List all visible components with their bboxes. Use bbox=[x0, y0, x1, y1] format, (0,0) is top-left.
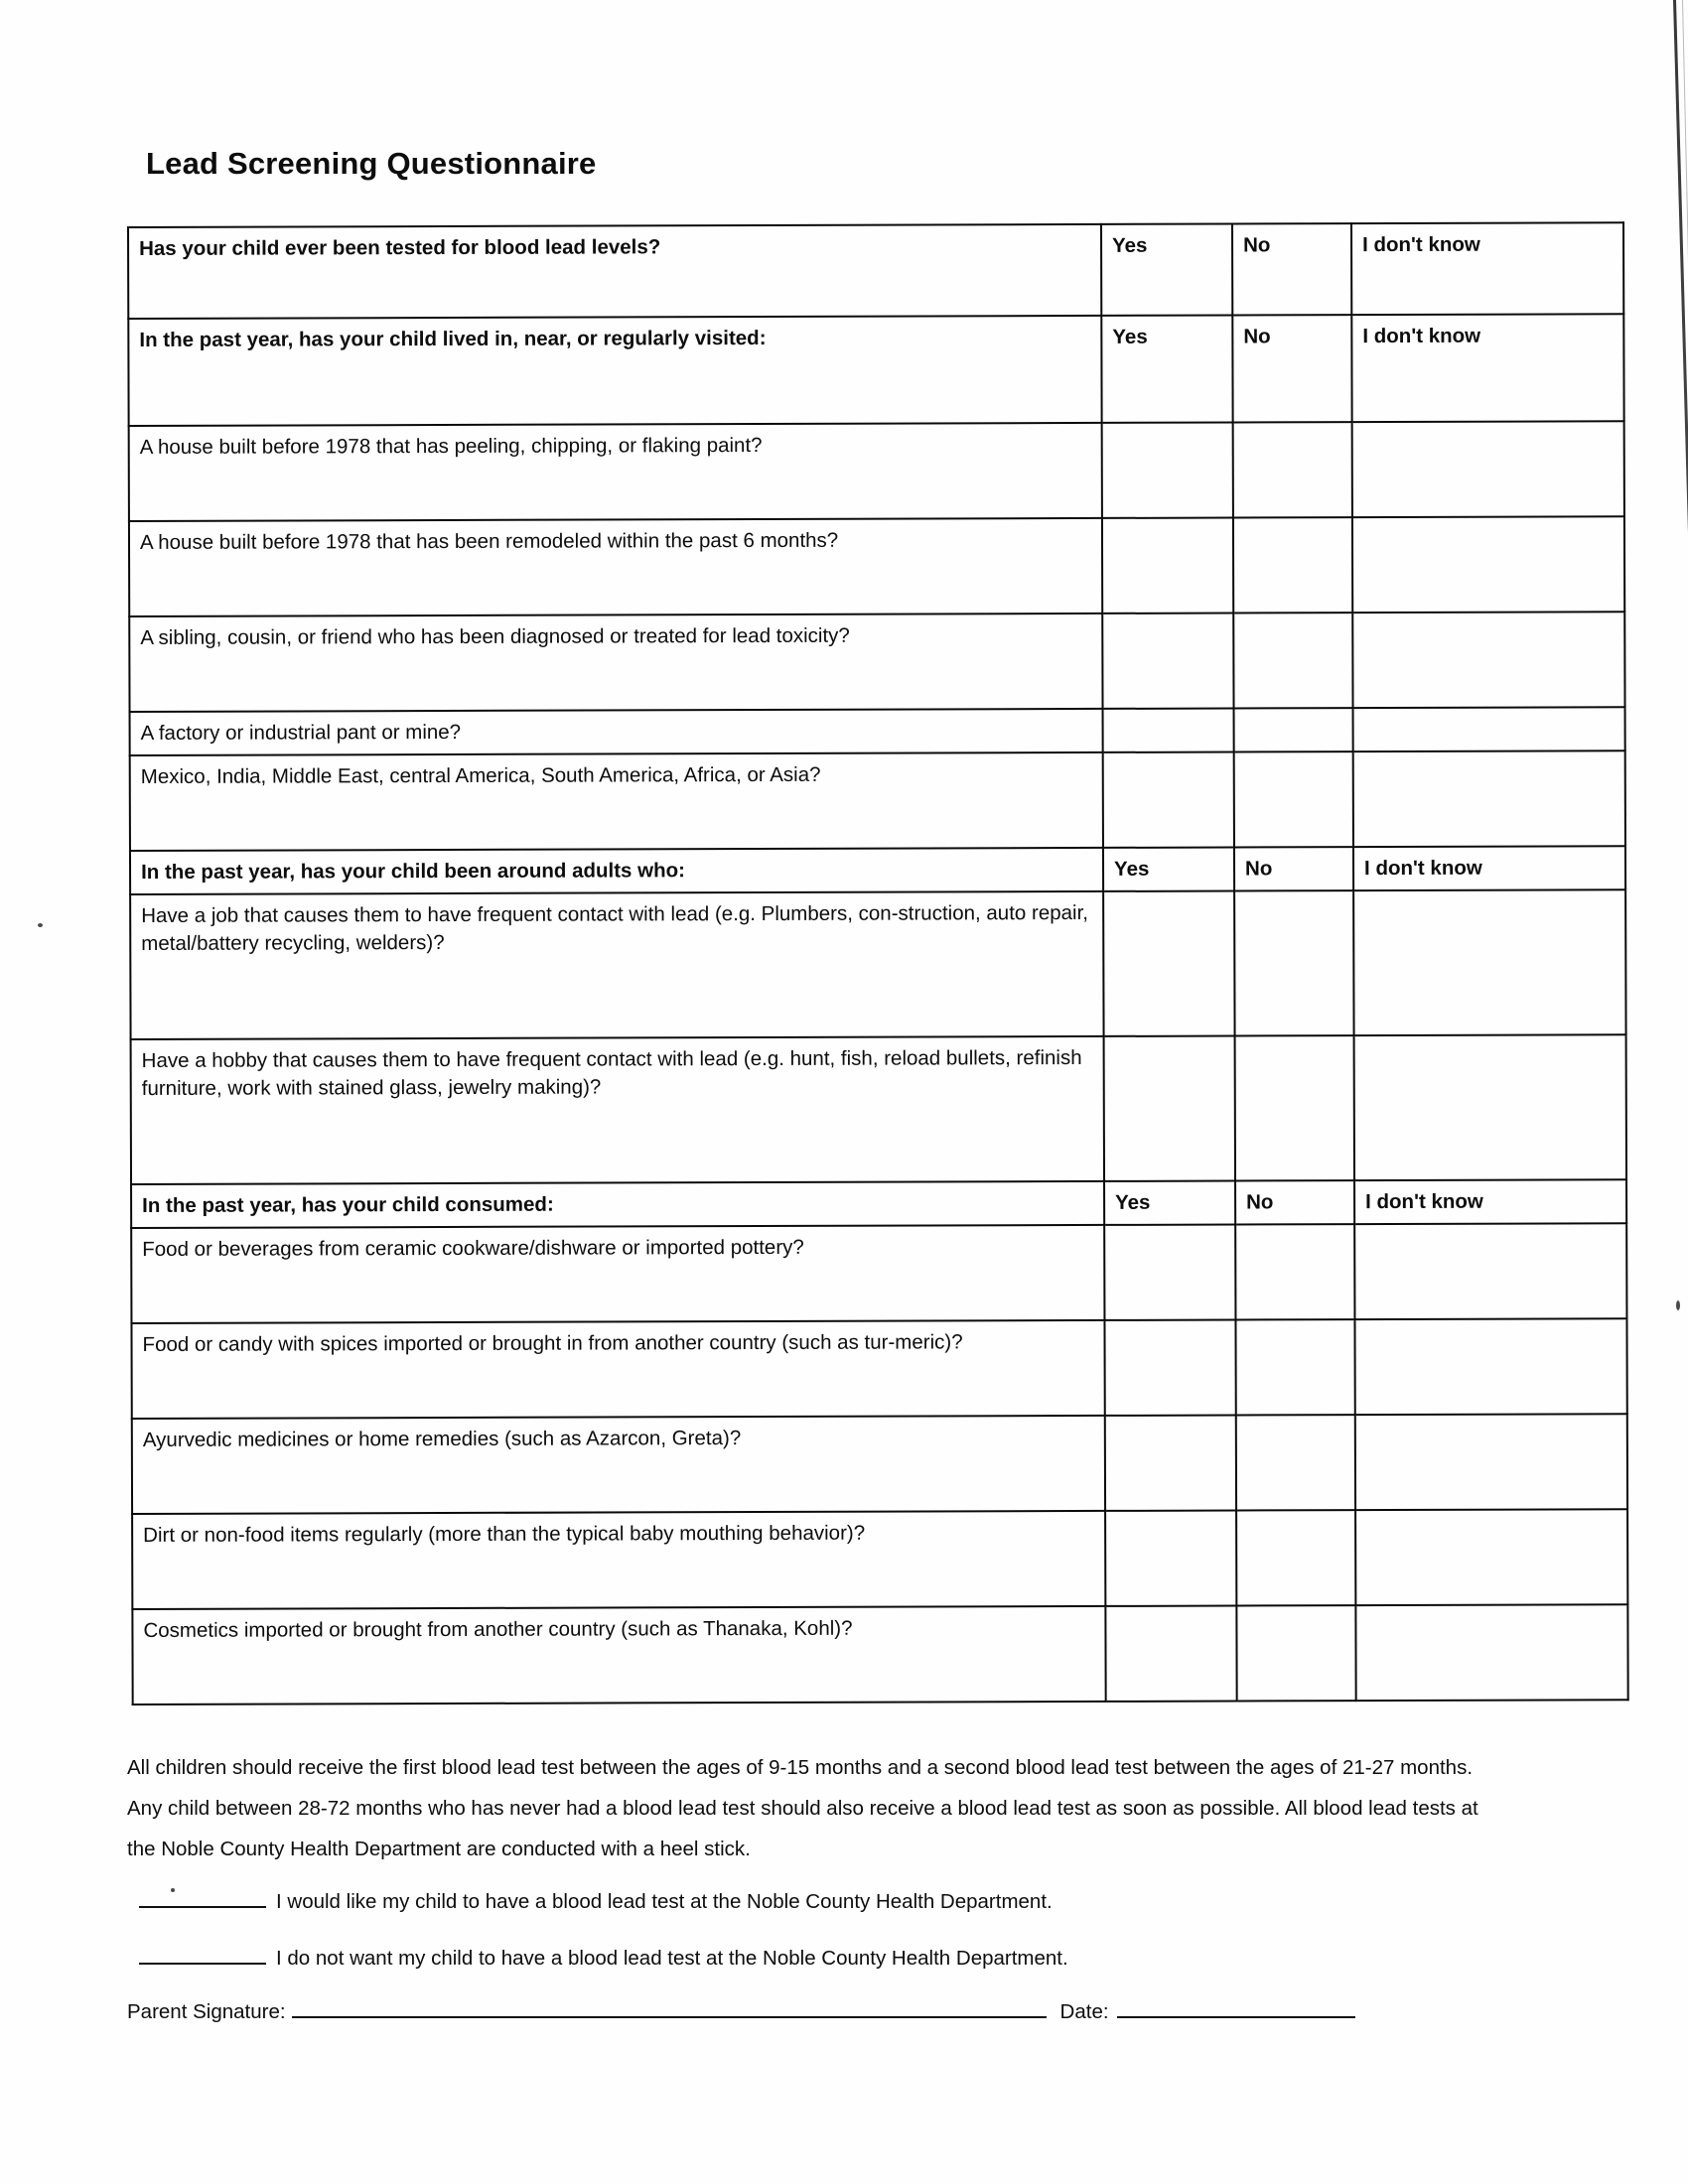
question-cell: Has your child ever been tested for blood lead levels? bbox=[128, 224, 1101, 319]
table-row bbox=[130, 846, 1625, 894]
idk-answer-cell[interactable] bbox=[1352, 516, 1624, 613]
idk-answer-cell[interactable] bbox=[1355, 1509, 1627, 1605]
table-row bbox=[130, 889, 1625, 1039]
table-row bbox=[130, 707, 1625, 755]
table-row bbox=[131, 1223, 1626, 1323]
no-answer-cell[interactable] bbox=[1234, 751, 1353, 847]
parent-signature-field[interactable] bbox=[292, 2016, 1047, 2018]
question-cell: Have a job that causes them to have frequent contact with lead (e.g. Plumbers, con-struction, auto repair, metal/battery recycling, welders)? bbox=[130, 891, 1103, 1039]
no-answer-cell[interactable] bbox=[1234, 708, 1353, 751]
no-answer-cell[interactable] bbox=[1236, 1510, 1355, 1605]
no-answer-cell[interactable] bbox=[1235, 1224, 1354, 1319]
table-row bbox=[132, 1604, 1627, 1705]
table-body bbox=[128, 222, 1628, 1705]
yes-answer-header: Yes bbox=[1104, 1180, 1235, 1224]
idk-answer-cell[interactable] bbox=[1354, 1034, 1626, 1180]
idk-answer-cell[interactable] bbox=[1355, 1414, 1627, 1510]
footer-section bbox=[127, 1747, 1497, 2024]
yes-answer-cell[interactable] bbox=[1105, 1605, 1236, 1701]
idk-answer-cell[interactable] bbox=[1353, 889, 1625, 1035]
no-answer-cell[interactable] bbox=[1233, 422, 1352, 517]
yes-answer-cell[interactable] bbox=[1103, 752, 1234, 848]
no-answer-cell[interactable] bbox=[1236, 1605, 1355, 1701]
table-row bbox=[130, 751, 1625, 851]
question-cell: A house built before 1978 that has been remodeled within the past 6 months? bbox=[129, 518, 1102, 616]
yes-answer-header: Yes bbox=[1101, 316, 1232, 423]
idk-answer-header: I don't know bbox=[1353, 846, 1625, 890]
no-answer-cell[interactable] bbox=[1235, 1319, 1354, 1415]
no-answer-header: No bbox=[1232, 315, 1351, 422]
table-row bbox=[129, 612, 1624, 712]
testing-guidance-paragraph: All children should receive the first blood lead test between the ages of 9-15 months and a second blood lead test between the ages of 21-27 months. Any child between 28-72 months who has never had a blood lead test should also receive a blood lead test as soon as possible. All blood lead tests at the Noble County Health Department are conducted with a heel stick. bbox=[127, 1756, 1478, 1860]
consent-opt-out-label: I do not want my child to have a blood lead test at the Noble County Health Department. bbox=[276, 1946, 1068, 1970]
idk-answer-cell[interactable] bbox=[1353, 751, 1625, 847]
idk-answer-cell[interactable] bbox=[1352, 612, 1624, 708]
no-answer-header: No bbox=[1234, 847, 1353, 890]
parent-signature-label: Parent Signature: bbox=[127, 1999, 286, 2023]
no-answer-cell[interactable] bbox=[1234, 890, 1353, 1035]
table-row bbox=[129, 421, 1624, 521]
idk-answer-header: I don't know bbox=[1351, 222, 1623, 315]
no-answer-cell[interactable] bbox=[1236, 1415, 1355, 1510]
table-row bbox=[131, 1318, 1626, 1419]
yes-answer-cell[interactable] bbox=[1103, 709, 1234, 752]
consent-opt-in-blank[interactable] bbox=[139, 1906, 266, 1908]
yes-answer-cell[interactable] bbox=[1105, 1415, 1236, 1510]
table-row bbox=[131, 1179, 1626, 1228]
date-label: Date: bbox=[1059, 1999, 1109, 2023]
yes-answer-header: Yes bbox=[1103, 848, 1234, 891]
no-answer-header: No bbox=[1235, 1180, 1354, 1224]
consent-opt-in-row[interactable] bbox=[127, 1887, 1497, 1918]
table-row bbox=[129, 516, 1624, 616]
question-cell: A factory or industrial pant or mine? bbox=[130, 709, 1103, 755]
table-row bbox=[132, 1414, 1627, 1514]
page-title: Lead Screening Questionnaire bbox=[146, 146, 597, 181]
table-row bbox=[128, 222, 1623, 319]
consent-opt-out-row[interactable] bbox=[127, 1944, 1497, 1975]
table-row bbox=[132, 1509, 1627, 1609]
question-cell: Have a hobby that causes them to have frequent contact with lead (e.g. hunt, fish, reload bullets, refinish furniture, work with stained glass, jewelry making)? bbox=[131, 1036, 1104, 1184]
consent-opt-out-blank[interactable] bbox=[139, 1963, 266, 1965]
idk-answer-cell[interactable] bbox=[1353, 707, 1625, 751]
yes-answer-cell[interactable] bbox=[1102, 518, 1233, 614]
yes-answer-cell[interactable] bbox=[1102, 423, 1233, 518]
consent-opt-in-label: I would like my child to have a blood lead test at the Noble County Health Department. bbox=[276, 1890, 1053, 1913]
no-answer-cell[interactable] bbox=[1233, 613, 1352, 708]
yes-answer-cell[interactable] bbox=[1104, 1319, 1235, 1415]
yes-answer-cell[interactable] bbox=[1105, 1510, 1236, 1605]
lead-screening-table bbox=[127, 221, 1629, 1706]
question-cell: A house built before 1978 that has peeling, chipping, or flaking paint? bbox=[129, 423, 1102, 521]
question-cell: Cosmetics imported or brought from another country (such as Thanaka, Kohl)? bbox=[132, 1606, 1105, 1705]
no-answer-cell[interactable] bbox=[1233, 517, 1352, 613]
idk-answer-cell[interactable] bbox=[1354, 1223, 1626, 1319]
question-cell: In the past year, has your child consumed: bbox=[131, 1181, 1104, 1228]
question-cell: Dirt or non-food items regularly (more than the typical baby mouthing behavior)? bbox=[132, 1511, 1105, 1609]
table-row bbox=[128, 314, 1623, 426]
no-answer-cell[interactable] bbox=[1235, 1035, 1354, 1180]
idk-answer-header: I don't know bbox=[1351, 314, 1623, 422]
no-answer-header: No bbox=[1232, 223, 1351, 315]
question-cell: Food or beverages from ceramic cookware/dishware or imported pottery? bbox=[131, 1225, 1104, 1323]
date-field[interactable] bbox=[1117, 2016, 1355, 2018]
question-cell: Ayurvedic medicines or home remedies (such as Azarcon, Greta)? bbox=[132, 1416, 1105, 1514]
idk-answer-cell[interactable] bbox=[1354, 1318, 1626, 1415]
yes-answer-cell[interactable] bbox=[1102, 614, 1233, 709]
question-cell: A sibling, cousin, or friend who has been diagnosed or treated for lead toxicity? bbox=[129, 614, 1102, 712]
question-cell: In the past year, has your child been around adults who: bbox=[130, 848, 1103, 894]
question-cell: In the past year, has your child lived in, near, or regularly visited: bbox=[128, 316, 1101, 426]
idk-answer-header: I don't know bbox=[1354, 1179, 1626, 1224]
question-cell: Food or candy with spices imported or brought in from another country (such as tur-meric)? bbox=[131, 1320, 1104, 1419]
signature-row bbox=[127, 2000, 1497, 2024]
question-cell: Mexico, India, Middle East, central America, South America, Africa, or Asia? bbox=[130, 752, 1103, 851]
idk-answer-cell[interactable] bbox=[1355, 1604, 1627, 1701]
yes-answer-header: Yes bbox=[1101, 224, 1232, 316]
table-row bbox=[131, 1034, 1626, 1184]
yes-answer-cell[interactable] bbox=[1104, 1035, 1235, 1180]
yes-answer-cell[interactable] bbox=[1104, 1224, 1235, 1319]
yes-answer-cell[interactable] bbox=[1103, 891, 1234, 1036]
idk-answer-cell[interactable] bbox=[1352, 421, 1624, 517]
